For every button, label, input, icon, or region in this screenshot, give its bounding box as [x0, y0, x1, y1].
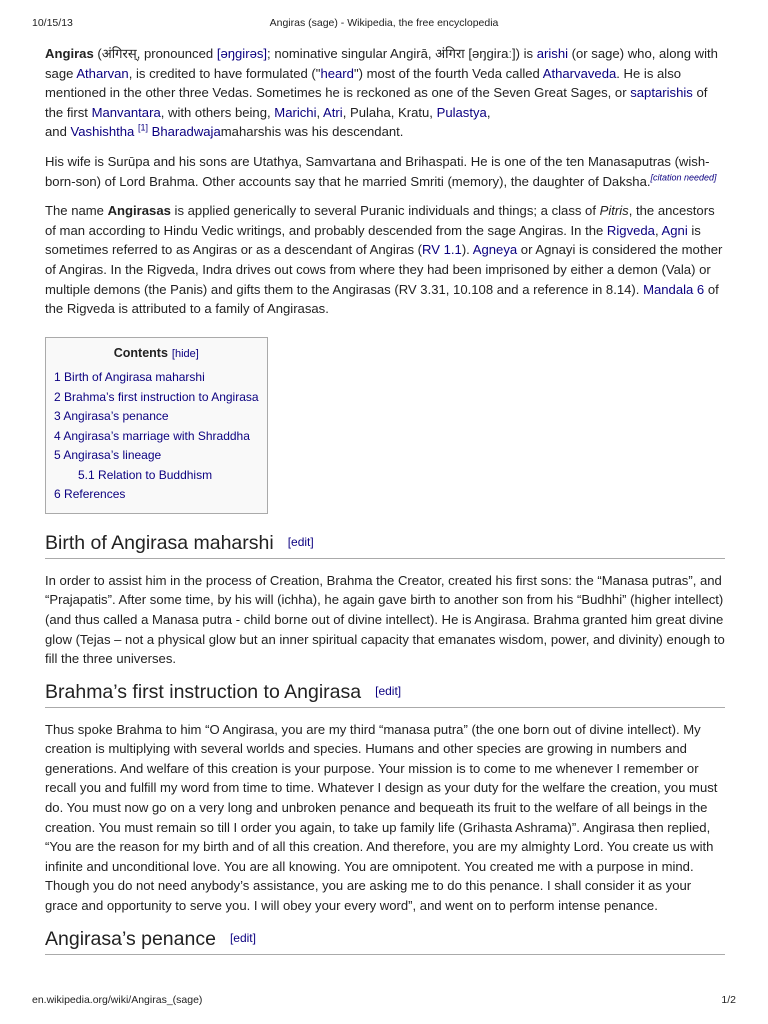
print-footer [32, 994, 736, 1008]
link-bharadwaja[interactable]: Bharadwaja [151, 124, 221, 140]
link-agneya[interactable]: Agneya [472, 242, 518, 258]
toc-header [54, 344, 259, 365]
toc-number: 2 [54, 389, 61, 404]
link-marichi[interactable]: Marichi [274, 104, 317, 120]
link-rv-1-1[interactable]: RV 1.1 [422, 242, 462, 258]
text: , [486, 104, 491, 120]
text: or Agnayi is considered the mother of Angiras. In the Rigveda, Indra drives out cows from where they had been imprisoned by either a demon (Vala) or multiple demons (the Panis) and gifts them to the Angirasas (RV 3.31, 10.108 and a reference in 8.14). [45, 242, 723, 297]
article-subject: Angiras [45, 46, 94, 61]
section-birth-text: In order to assist him in the process of Creation, Brahma the Creator, created his first sons: the “Manasa putras”, and “Prajapatis”. After some time, by his will (ichha), he again gave birth to another son from his “Budhhi” (higher intellect) (and thus called a Manasa putra - child borne out of divine intellect). He is Angirasa. Brahma granted him great divine glow (Tejas – not a physical glow but an inner spiritual capacity that emanates wisdom, power, and divinity) enough to fill the three universes. [45, 572, 725, 667]
text: ; nominative singular Angirā, अंगिरा [əŋgiraː]) is [267, 46, 537, 61]
edit-link[interactable]: [edit] [229, 930, 256, 945]
link-atri[interactable]: Atri [323, 104, 343, 120]
text: ). [461, 242, 473, 258]
edit-link[interactable]: [edit] [375, 683, 402, 698]
toc-item-5[interactable] [54, 446, 259, 466]
toc-number: 5 [54, 448, 61, 463]
toc-number: 4 [54, 428, 61, 443]
table-of-contents [45, 337, 268, 514]
link-manvantara[interactable]: Manvantara [91, 104, 161, 120]
reference-1[interactable]: [1] [137, 123, 148, 134]
intro-paragraph-2 [45, 152, 725, 191]
text: His wife is Surūpa and his sons are Utathya, Samvartana and Brihaspati. He is one of the ten Manasaputras (wish-born-son) of Lord Brahma. Other accounts say that he married Smriti (memory), the daughter of Daksha. [45, 153, 710, 189]
toc-label: Relation to Buddhism [98, 467, 213, 482]
toc-link[interactable] [54, 429, 250, 443]
text: ") most of the fourth Veda called [353, 65, 543, 81]
toc-link[interactable] [78, 468, 212, 482]
toc-label: Angirasa’s lineage [63, 448, 162, 463]
toc-number: 1 [54, 370, 61, 385]
text: The name [45, 203, 108, 219]
bold-term: Angirasas [107, 203, 171, 219]
text: maharshis was his descendant. [220, 124, 404, 140]
text: is applied generically to several Puranic individuals and things; a class of [170, 203, 600, 219]
toc-number: 5.1 [78, 467, 95, 482]
toc-link[interactable] [54, 487, 125, 501]
toc-label: Angirasa’s marriage with Shraddha [63, 428, 250, 443]
print-page-number: 1/2 [721, 994, 736, 1006]
text: (or sage) who, along with sage [45, 46, 718, 81]
text: of the Rigveda is attributed to a family of Angirasas. [45, 281, 719, 317]
section-edit [375, 684, 401, 698]
text: (अंगिरस्, pronounced [93, 46, 217, 61]
text: of the first [45, 85, 708, 120]
text: , [316, 104, 324, 120]
toc-item-5-1[interactable] [54, 466, 259, 486]
toc-item-6[interactable] [54, 485, 259, 505]
link-pulastya[interactable]: Pulastya [436, 104, 487, 120]
text: and [45, 124, 71, 140]
ipa-link[interactable]: [əŋgirəs] [216, 46, 268, 61]
section-title: Brahma’s first instruction to Angirasa [45, 680, 362, 703]
section-title: Angirasa’s penance [45, 927, 216, 950]
section-title: Birth of Angirasa maharshi [45, 531, 274, 554]
edit-link[interactable]: [edit] [287, 534, 314, 549]
text: is sometimes referred to as Angiras or as a descendant of Angiras ( [45, 222, 701, 258]
toc-number: 6 [54, 487, 61, 502]
section-heading-penance [45, 926, 725, 955]
link-mandala-6[interactable]: Mandala 6 [643, 281, 705, 297]
text: , Pulaha, Kratu, [342, 104, 437, 120]
link-vashishtha[interactable]: Vashishtha [70, 124, 135, 140]
section-heading-birth [45, 530, 725, 559]
link-saptarishis[interactable]: saptarishis [630, 85, 693, 101]
link-agni[interactable]: Agni [661, 222, 688, 238]
print-url: en.wikipedia.org/wiki/Angiras_(sage) [32, 994, 203, 1006]
toc-item-2[interactable] [54, 388, 259, 408]
section-edit [288, 535, 314, 549]
intro-paragraph-3 [45, 201, 725, 319]
link-atharvaveda[interactable]: Atharvaveda [542, 65, 617, 81]
toc-link[interactable] [54, 448, 161, 462]
text: , [654, 222, 662, 238]
toc-link[interactable] [54, 409, 169, 423]
toc-link[interactable] [54, 390, 259, 404]
article-content [45, 44, 725, 967]
text: , with others being, [160, 104, 275, 120]
intro-paragraph-1 [45, 44, 725, 142]
toc-title: Contents [113, 345, 168, 360]
print-date: 10/15/13 [32, 17, 73, 29]
link-heard[interactable]: heard [320, 65, 354, 81]
print-header [32, 17, 736, 31]
text: . He is also mentioned in the other three Vedas. Sometimes he is reckoned as one of the Seven Great Sages, or [45, 65, 682, 101]
toc-item-1[interactable] [54, 368, 259, 388]
citation-needed[interactable]: [citation needed] [650, 172, 717, 183]
toc-item-4[interactable] [54, 427, 259, 447]
toc-label: Angirasa’s penance [63, 409, 169, 424]
section-heading-instruction [45, 679, 725, 708]
print-page-title: Angiras (sage) - Wikipedia, the free encyclopedia [269, 17, 499, 29]
toc-label: Birth of Angirasa maharshi [64, 370, 205, 385]
link-arishi[interactable]: arishi [536, 46, 569, 61]
section-edit [230, 931, 256, 945]
text: , is credited to have formulated (" [128, 65, 321, 81]
toc-item-3[interactable] [54, 407, 259, 427]
toc-hide-toggle[interactable]: [hide] [171, 347, 199, 360]
link-atharvan[interactable]: Atharvan [76, 65, 129, 81]
link-rigveda[interactable]: Rigveda [606, 222, 655, 238]
text: , the ancestors of man according to Hindu Vedic writings, and probably descended from the sage Angiras. In the [45, 203, 715, 238]
section-instruction-text: Thus spoke Brahma to him “O Angirasa, you are my third “manasa putra” (the one born out of divine intellect). My creation is multiplying with several worlds and species. Humans and other species are growing in numbers and generations. And welfare of this creation is your purpose. Your mission is to come to me whenever I remember or recall you and fulfill my word from time to time. Whatever I design as your duty for the welfare the creation, you must do. You must now go on a very long and unbroken penance and bequeath its fruit to the welfare of all beings in the creation. You must remain so till I order you again, to take up family life (Grihasta Ashrama)”. Angirasa then replied, “You are the reason for my birth and of all this creation. And therefore, you are my almighty Lord. You create us with infinite and unconditional love. You are all knowing. You are omnipotent. You created me with a purpose in mind. Though you do not need anybody’s assistance, you are asking me to do this penance. I shall consider it as your grace and opportunity to serve you. I will obey your every word”, and went on to perform intense penance. [45, 721, 718, 914]
toc-label: Brahma’s first instruction to Angirasa [64, 389, 259, 404]
italic-term: Pitris [599, 203, 629, 219]
toc-link[interactable] [54, 370, 205, 384]
toc-number: 3 [54, 409, 61, 424]
toc-label: References [64, 487, 126, 502]
